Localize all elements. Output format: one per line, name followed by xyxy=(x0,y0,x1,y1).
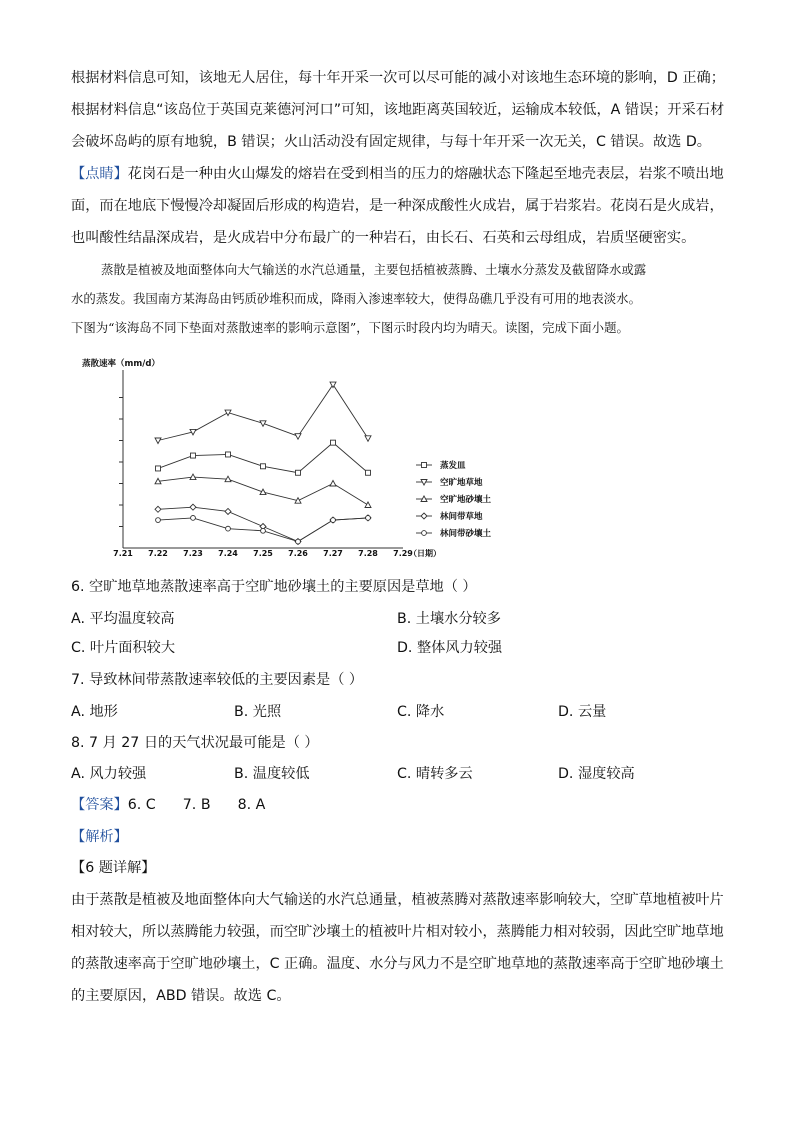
question-6-option-d: D. 整体风力较强 xyxy=(397,640,503,656)
x-axis-label: （日期） xyxy=(409,549,441,558)
series-4-point-2 xyxy=(190,504,196,510)
legend-marker-1 xyxy=(422,463,427,468)
dianjing-text-1: 花岗石是一种由火山爆发的熔岩在受到相当的压力的熔融状态下隆起至地壳表层，岩浆不喷出地 xyxy=(127,166,724,182)
x-tick-label-2: 7.22 xyxy=(148,549,168,558)
legend-label-4: 林间带草地 xyxy=(440,512,483,522)
legend-label-1: 蒸发皿 xyxy=(440,461,466,471)
question-7-option-d: D. 云量 xyxy=(558,704,607,720)
prev-answer-line-2: 根据材料信息“该岛位于英国克莱德河河口”可知，该地距离英国较近，运输成本较低，A 错误；开采石材 xyxy=(71,102,725,118)
dianjing-line-2: 面，而在地底下慢慢冷却凝固后形成的构造岩，是一种深成酸性火成岩，属于岩浆岩。花岗石是火成岩， xyxy=(71,198,724,214)
passage-line-1: 蒸散是植被及地面整体向大气输送的水汽总通量，主要包括植被蒸腾、土壤水分蒸发及截留降水或露 xyxy=(101,262,647,277)
series-4-point-1 xyxy=(155,506,161,512)
x-tick-label-8: 7.28 xyxy=(358,549,378,558)
series-1-point-1 xyxy=(156,466,161,471)
detail-line-3: 的蒸散速率高于空旷地砂壤土，C 正确。温度、水分与风力不是空旷地草地的蒸散速率高于空旷地砂壤土 xyxy=(71,956,724,972)
dianjing-line-1 xyxy=(71,164,724,184)
question-8-option-b: B. 温度较低 xyxy=(234,766,310,782)
question-6-option-c: C. 叶片面积较大 xyxy=(71,640,176,656)
question-8-option-d: D. 湿度较高 xyxy=(558,766,635,782)
legend-label-5: 林间带砂壤土 xyxy=(440,529,492,539)
question-8-option-a: A. 风力较强 xyxy=(71,766,147,782)
passage-line-3: 下图为“该海岛不同下垫面对蒸散速率的影响示意图”，下图示时段内均为晴天。读图，完成下面小题。 xyxy=(71,320,629,335)
question-7-option-b: B. 光照 xyxy=(234,704,282,720)
prev-answer-line-1: 根据材料信息可知，该地无人居住，每十年开采一次可以尽可能的减小对该地生态环境的影响，D 正确； xyxy=(71,70,725,86)
question-7-stem: 7. 导致林间带蒸散速率较低的主要因素是（ ） xyxy=(71,672,364,688)
series-2-point-7 xyxy=(365,436,371,442)
series-1-point-6 xyxy=(331,440,336,445)
x-tick-label-4: 7.24 xyxy=(218,549,238,558)
series-1-point-7 xyxy=(366,470,371,475)
series-4-point-3 xyxy=(225,508,231,514)
series-line-2 xyxy=(158,385,368,441)
y-axis-label: 蒸散速率（mm/d） xyxy=(82,359,160,369)
x-tick-label-6: 7.26 xyxy=(288,549,308,558)
series-5-point-3 xyxy=(226,526,231,531)
question-8-stem: 8. 7 月 27 日的天气状况最可能是（ ） xyxy=(71,735,319,751)
series-5-point-4 xyxy=(261,528,266,533)
dianjing-tag: 【点睛】 xyxy=(71,166,128,182)
legend-marker-4 xyxy=(421,513,427,519)
series-5-point-5 xyxy=(296,539,301,544)
question-6-option-b: B. 土壤水分较多 xyxy=(397,611,501,627)
series-1-point-2 xyxy=(191,453,196,458)
series-1-point-4 xyxy=(261,464,266,469)
series-2-point-5 xyxy=(295,434,301,440)
question-7-option-c: C. 降水 xyxy=(397,704,445,720)
series-5-point-2 xyxy=(191,516,196,521)
x-tick-label-9: 7.29 xyxy=(393,549,413,558)
detail-line-1: 由于蒸散是植被及地面整体向大气输送的水汽总通量，植被蒸腾对蒸散速率影响较大，空旷草地植被叶片 xyxy=(71,892,724,908)
prev-answer-line-3: 会破坏岛屿的原有地貌，B 错误；火山活动没有固定规律，与每十年开采一次无关，C 错误。故选 D。 xyxy=(71,134,711,150)
question-6-option-a: A. 平均温度较高 xyxy=(71,611,175,627)
answer-tag: 【答案】 xyxy=(71,797,128,813)
series-5-point-6 xyxy=(331,518,336,523)
question-6-stem: 6. 空旷地草地蒸散速率高于空旷地砂壤土的主要原因是草地（ ） xyxy=(71,579,477,595)
series-3-point-7 xyxy=(365,502,371,508)
evapotranspiration-chart xyxy=(66,352,526,562)
series-1-point-3 xyxy=(226,452,231,457)
series-2-point-1 xyxy=(155,438,161,444)
passage-line-2: 水的蒸发。我国南方某海岛由钙质砂堆积而成，降雨入渗速率较大，使得岛礁几乎没有可用的地表淡水。 xyxy=(71,291,641,306)
detail-heading: 【6 题详解】 xyxy=(71,860,156,876)
x-tick-label-5: 7.25 xyxy=(253,549,273,558)
question-8-option-c: C. 晴转多云 xyxy=(397,766,473,782)
x-tick-label-1: 7.21 xyxy=(113,549,133,558)
series-5-point-7 xyxy=(366,516,371,521)
series-3-point-4 xyxy=(260,489,266,495)
series-5-point-1 xyxy=(156,518,161,523)
x-tick-label-7: 7.27 xyxy=(323,549,343,558)
series-2-point-4 xyxy=(260,421,266,427)
answer-text: 6. C 7. B 8. A xyxy=(127,797,266,813)
legend-marker-5 xyxy=(422,531,427,536)
x-tick-label-3: 7.23 xyxy=(183,549,203,558)
dianjing-line-3: 也叫酸性结晶深成岩，是火成岩中分布最广的一种岩石，由长石、石英和云母组成，岩质坚硬密实。 xyxy=(71,230,696,246)
series-3-point-6 xyxy=(330,481,336,487)
question-7-option-a: A. 地形 xyxy=(71,704,118,720)
detail-line-2: 相对较大，所以蒸腾能力较强，而空旷沙壤土的植被叶片相对较小，蒸腾能力相对较弱，因此空旷地草地 xyxy=(71,924,724,940)
analysis-tag: 【解析】 xyxy=(71,829,128,845)
detail-line-4: 的主要原因，ABD 错误。故选 C。 xyxy=(71,988,291,1004)
legend-label-2: 空旷地草地 xyxy=(440,478,483,488)
answer-line xyxy=(71,795,265,815)
series-1-point-5 xyxy=(296,470,301,475)
legend-label-3: 空旷地砂壤土 xyxy=(440,495,492,505)
series-2-point-6 xyxy=(330,382,336,388)
